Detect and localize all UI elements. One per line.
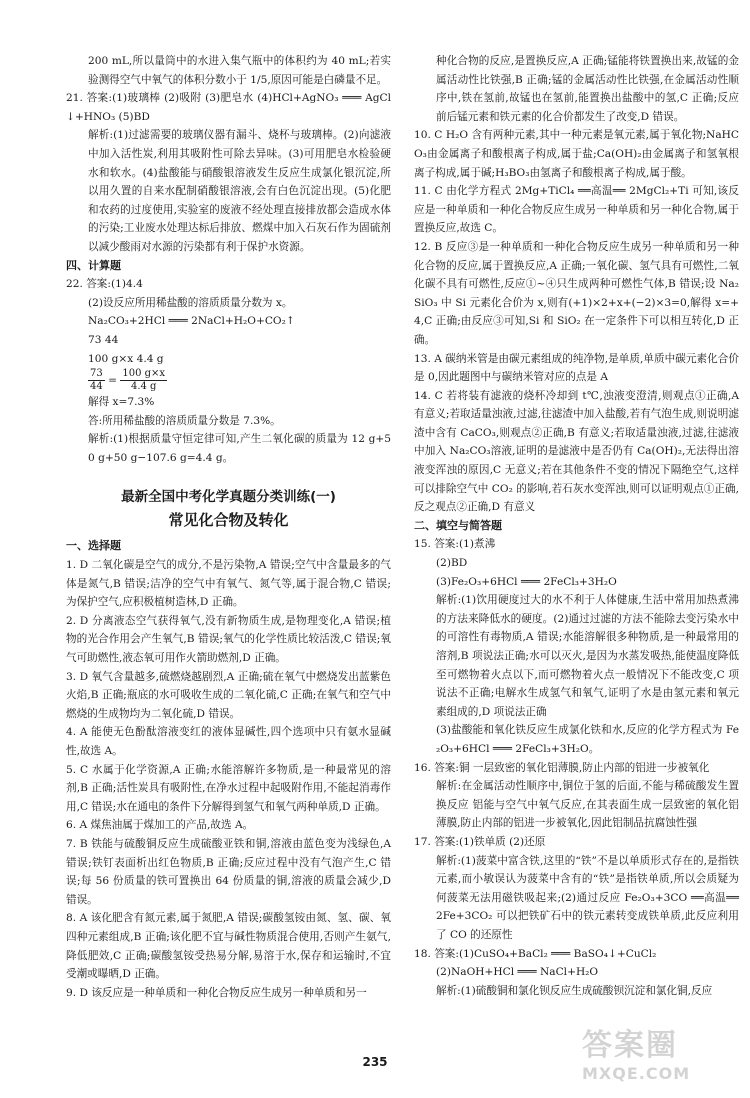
section-subtitle: 常见化合物及转化	[168, 511, 289, 530]
right-column	[414, 52, 739, 1000]
answer-paragraph: 5. C 水属于化学资源,A 正确;水能溶解许多物质,是一种最常见的溶剂,B 正确;活性炭具有吸附性,在净水过程中起吸附作用,不能起消毒作用,C 错误;水在通电的条件下分解得到氢气和氧气两种单质,D 正确。	[66, 763, 391, 813]
fraction-right: $\frac{100 g\times x}{4.4 g}$	[122, 368, 166, 393]
answer-paragraph: 解析:(1)菠菜中富含铁,这里的“铁”不是以单质形式存在的,是指铁元素,而小敏误认为菠菜中含有的“铁”是指铁单质,所以会质疑为何菠菜无法用磁铁吸起来;(2)通过反应 Fe₂O₃+3CO ══高温══ 2Fe+3CO₂ 可以把铁矿石中的铁元素转变成铁单质,此反应利用了 CO 的还原性	[436, 854, 739, 941]
answer-paragraph: (3)Fe₂O₃+6HCl ═══ 2FeCl₃+3H₂O	[436, 575, 617, 588]
answer-paragraph: 14. C 若将装有滤液的烧杯冷却到 t℃,浊液变澄清,则观点①正确,A 有意义;若取适量浊液,过滤,往滤渣中加入盐酸,若有气泡生成,则说明滤渣中含有 CaCO₃,则观点②正确,B 有意义;若取适量浊液,过滤,往滤液中加入 Na₂CO₃溶液,证明的是滤液中是否仍有 Ca(OH)₂,无法得出溶液变浑浊的原因,C 无意义;若在其他条件不变的情况下隔绝空气,这样可以排除空气中 CO₂ 的影响,若石灰水变浑浊,则可以证明观点①正确,反之观点②正确,D 有意义	[414, 389, 739, 514]
answer-paragraph: 100 g×x 4.4 g	[88, 352, 164, 365]
fraction-left: $\frac{73}{44}$	[90, 368, 103, 393]
left-column	[66, 52, 391, 1002]
answer-paragraph: 解析:(1)硫酸铜和氯化钡反应生成硫酸钡沉淀和氯化铜,反应	[436, 984, 713, 997]
section-heading: 四、计算题	[66, 258, 121, 272]
section-heading: 一、选择题	[66, 539, 121, 553]
answer-paragraph: (2)设反应所用稀盐酸的溶质质量分数为 x。	[88, 296, 293, 309]
answer-paragraph: (3)盐酸能和氧化铁反应生成氯化铁和水,反应的化学方程式为 Fe₂O₃+6HCl ═══ 2FeCl₃+3H₂O。	[436, 724, 739, 755]
answer-paragraph: 6. A 煤焦油属于煤加工的产品,故选 A。	[66, 819, 254, 832]
answer-paragraph: (2)BD	[436, 557, 468, 570]
answer-paragraph: (2)NaOH+HCl ═══ NaCl+H₂O	[436, 966, 599, 979]
answer-paragraph: Na₂CO₃+2HCl ═══ 2NaCl+H₂O+CO₂↑	[88, 315, 295, 328]
section-heading: 二、填空与简答题	[414, 518, 502, 532]
answer-paragraph: 11. C 由化学方程式 2Mg+TiCl₄ ══高温══ 2MgCl₂+Ti 可知,该反应是一种单质和一种化合物反应生成另一种单质和另一种化合物,属于置换反应,故选 C。	[414, 185, 739, 235]
answer-paragraph: 7. B 铁能与硫酸铜反应生成硫酸亚铁和铜,溶液由蓝色变为浅绿色,A 错误;铁钉表面析出红色物质,B 正确;反应过程中没有气泡产生,C 错误;每 56 份质量的铁可置换出 64 份质量的铜,溶液的质量会减少,D 错误。	[66, 837, 391, 906]
answer-paragraph: 21. 答案:(1)玻璃棒 (2)吸附 (3)肥皂水 (4)HCl+AgNO₃ ═══ AgCl↓+HNO₃ (5)BD	[66, 92, 391, 123]
answer-paragraph: 2. D 分离液态空气获得氧气,没有新物质生成,是物理变化,A 错误;植物的光合作用会产生氧气,B 错误;氧气的化学性质比较活泼,C 错误;氧气可助燃性,液态氧可用作火箭助燃剂,D 正确。	[66, 614, 391, 665]
answer-paragraph: 1. D 二氧化碳是空气的成分,不是污染物,A 错误;空气中含量最多的气体是氮气,B 错误;洁净的空气中有氧气、氮气等,属于混合物,C 错误;为保护空气,应积极植树造林,D 正确。	[66, 559, 391, 609]
watermark-logo	[582, 1020, 732, 1090]
answer-paragraph: 答:所用稀盐酸的溶质质量分数是 7.3%。	[88, 414, 281, 427]
answer-paragraph: 15. 答案:(1)煮沸	[414, 538, 496, 551]
answer-paragraph: 9. D 该反应是一种单质和一种化合物反应生成另一种单质和另一	[66, 986, 367, 999]
answer-paragraph: 16. 答案:铜 一层致密的氧化铝薄膜,防止内部的铝进一步被氧化	[414, 761, 710, 774]
answer-paragraph: 8. A 该化肥含有氮元素,属于氮肥,A 错误;碳酸氢铵由氮、氢、碳、氧四种元素组成,B 正确;该化肥不宜与碱性物质混合使用,否则产生氨气,降低肥效,C 正确;碳酸氢铵受热易分解,易溶于水,保存和运输时,不宜受潮或曝晒,D 正确。	[66, 912, 391, 981]
answer-paragraph: 3. D 氧气含量越多,硫燃烧越剧烈,A 正确;硫在氧气中燃烧发出蓝紫色火焰,B 正确;瓶底的水可吸收生成的二氧化硫,C 正确;在氧气和空气中燃烧的生成物均为二氧化硫,D 错误。	[66, 670, 391, 720]
answer-paragraph: 解得 x=7.3%	[88, 396, 155, 409]
answer-paragraph: 12. B 反应③是一种单质和一种化合物反应生成另一种单质和另一种化合物的反应,属于置换反应,A 正确;一氧化碳、氢气具有可燃性,二氧化碳不具有可燃性,反应①~④只生成两种可燃性气体,B 错误;设 Na₂SiO₃ 中 Si 元素化合价为 x,则有(+1)×2+x+(−2)×3=0,解得 x=+4,C 正确;由反应③可知,Si 和 SiO₂ 在一定条件下可以相互转化,D 正确。	[414, 240, 739, 346]
answer-paragraph: 种化合物的反应,是置换反应,A 正确;锰能将铁置换出来,故锰的金属活动性比铁强,B 正确;锰的金属活动性比铁强,在金属活动性顺序中,铁在氢前,故锰也在氢前,能置换出盐酸中的氢,C 正确;反应前后锰元素和铁元素的化合价都发生了改变,D 错误。	[436, 55, 739, 123]
page-number: 235	[362, 1055, 388, 1069]
answer-paragraph: 解析:(1)饮用硬度过大的水不利于人体健康,生活中常用加热煮沸的方法来降低水的硬度。(2)通过过滤的方法不能除去变污染水中的可溶性有毒物质,A 错误;水能溶解很多种物质,是一种最常用的溶剂,B 项说法正确;水可以灭火,是因为水蒸发吸热,能使温度降低至可燃物着火点以下,而可燃物着火点一般情况下不能改变,C 项说法不正确;电解水生成氢气和氧气,证明了水是由氢元素和氧元素组成的,D 项说法正确	[436, 594, 739, 718]
watermark-line2: MXQE.COM	[582, 1064, 691, 1083]
answer-paragraph: 4. A 能使无色酚酞溶液变红的液体显碱性,四个选项中只有氨水显碱性,故选 A。	[66, 726, 391, 757]
answer-paragraph: 13. A 碳纳米管是由碳元素组成的纯净物,是单质,单质中碳元素化合价是 0,因此题图中与碳纳米管对应的点是 A	[414, 352, 739, 384]
answer-paragraph: 22. 答案:(1)4.4	[66, 278, 143, 291]
answer-paragraph: 200 mL,所以量筒中的水进入集气瓶中的体积约为 40 mL;若实验测得空气中氧气的体积分数小于 1/5,原因可能是白磷量不足。	[88, 55, 391, 86]
section-title: 最新全国中考化学真题分类训练(一)	[121, 489, 336, 506]
watermark-line1: 答案圈	[582, 1028, 678, 1063]
answer-paragraph: 18. 答案:(1)CuSO₄+BaCl₂ ═══ BaSO₄↓+CuCl₂	[414, 947, 657, 960]
answer-paragraph: 17. 答案:(1)铁单质 (2)还原	[414, 835, 546, 848]
answer-paragraph: 解析:在金属活动性顺序中,铜位于氢的后面,不能与稀硫酸发生置换反应 铝能与空气中氧气反应,在其表面生成一层致密的氧化铝薄膜,防止内部的铝进一步被氧化,因此铝制品抗腐蚀性强	[436, 780, 739, 830]
answer-paragraph: 解析:(1)过滤需要的玻璃仪器有漏斗、烧杯与玻璃棒。(2)向滤液中加入活性炭,利用其吸附性可除去异味。(3)可用肥皂水检验硬水和软水。(4)盐酸能与硝酸银溶液发生反应生成氯化银沉淀,所以用久置的自来水配制硝酸银溶液,会有白色沉淀出现。(5)化肥和农药的过度使用,实验室的废液不经处理直接排放都会造成水体的污染;工业废水处理达标后排放、燃煤中加入石灰石作为固硫剂以减少酸雨对水源的污染都有利于保护水资源。	[88, 129, 391, 253]
answer-paragraph: 解析:(1)根据质量守恒定律可知,产生二氧化碳的质量为 12 g+50 g+50 g−107.6 g=4.4 g。	[88, 433, 391, 464]
proportion-equation: $\frac{73}{44}$ = $\frac{100 g\times x}{4.4 g}$	[90, 368, 166, 393]
answer-paragraph: 73 44	[88, 333, 119, 346]
answer-paragraph: 10. C H₂O 含有两种元素,其中一种元素是氧元素,属于氧化物;NaHCO₃由金属离子和酸根离子构成,属于盐;Ca(OH)₂由金属离子和氢氧根离子构成,属于碱;H₃BO₃由氢离子和酸根离子构成,属于酸。	[414, 129, 739, 179]
